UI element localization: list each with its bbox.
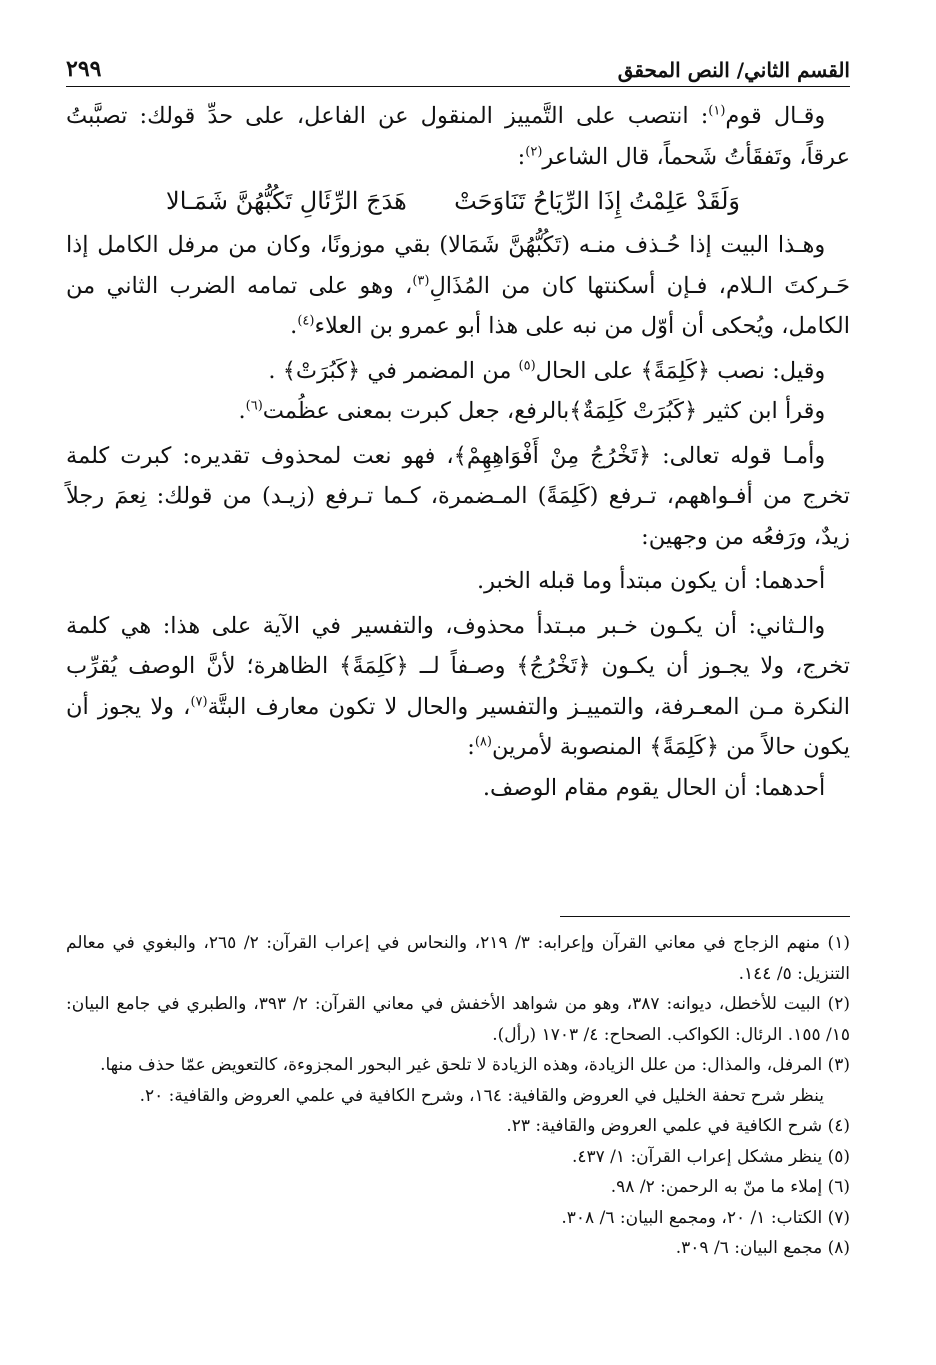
text-run: والـثاني: أن يكـون خـبر مبـتدأ محذوف، والتفسير في الآية على هذا: هي كلمة تخرج، ولا يجـوز أن يكـون ﴿تَخْرُجُ﴾ وصـفاً لــ ﴿كَلِمَةً﴾ الظاهرة؛ لأنَّ الوصف يُقرِّب النكرة مـن المعـرفة، والتمييـز والتفسير والحال لا تكون معارف البتَّة bbox=[66, 612, 851, 720]
text-run: وأمـا قوله تعالى: ﴿تَخْرُجُ مِنْ أَفْوَاهِهِمْ﴾، فهو نعت لمحذوف تقديره: كبرت كلمة تخرج من أفـواههم، تـرفع (كَلِمَةً) المـضمرة، كـما تـرفع (زيـد) من قولك: نِعمَ رجلاً زيدٌ، ورَفعُه من وجهين: bbox=[66, 442, 850, 550]
paragraph-4 bbox=[66, 391, 850, 432]
text-run: : bbox=[467, 734, 475, 760]
footnote-7: (٧) الكتاب: ١/ ٢٠، ومجمع البيان: ٦/ ٣٠٨. bbox=[561, 1207, 850, 1228]
footnote-3: (٣) المرفل، والمذال: من علل الزيادة، وهذه الزيادة لا تلحق غير البحور المجزوءة، كالتعويض عمّا حذف منها. bbox=[100, 1055, 850, 1075]
footnote-8: (٨) مجمع البيان: ٦/ ٣٠٩. bbox=[675, 1238, 850, 1258]
footnote-divider bbox=[560, 916, 850, 917]
paragraph-7 bbox=[66, 606, 850, 768]
text-run: . bbox=[238, 398, 246, 424]
text-run: . bbox=[290, 313, 298, 339]
footnote-ref: (٦) bbox=[245, 398, 263, 414]
text-run: أحدهما: أن الحال يقوم مقام الوصف. bbox=[482, 774, 826, 801]
footnote-ref: (٧) bbox=[190, 694, 208, 709]
paragraph-2 bbox=[66, 225, 850, 347]
text-run: : انتصب على التَّمييز المنقول عن الفاعل، على حدِّ قولك: تصبَّبتُ عرقاً، وتَفقَأتُ شَحماً، قال الشاعر bbox=[66, 103, 850, 170]
text-run: وقيل: نصب ﴿كَلِمَةً﴾ على الحال bbox=[535, 357, 826, 384]
text-run: أحدهما: أن يكون مبتدأ وما قبله الخبر. bbox=[476, 568, 826, 594]
footnote-ref: (١) bbox=[708, 103, 726, 119]
footnote-5: (٥) ينظر مشكل إعراب القرآن: ١/ ٤٣٧. bbox=[571, 1146, 850, 1167]
text-run: ، ولا يجوز أن يكون حالاً من ﴿كَلِمَةً﴾ المنصوبة لأمرين bbox=[66, 693, 850, 760]
text-run: : bbox=[517, 143, 526, 170]
poetry-verse bbox=[66, 179, 850, 223]
text-run: وقـال قوم bbox=[725, 103, 826, 129]
verse-first-hemistich: وَلَقَدْ عَلِمْتُ إِذَا الرِّيَاحُ تَنَاوَحَتْ bbox=[454, 187, 740, 215]
running-title: القسم الثاني/ النص المحقق bbox=[617, 58, 850, 82]
footnote-2: (٢) البيت للأخطل، ديوانه: ٣٨٧، وهو من شواهد الأخفش في معاني القرآن: ٢/ ٣٩٣، والطبري في جامع البيان: ١٥/ ١٥٥. الرئال: الكواكب. الصحاح: ٤/ ١٧٠٣ (رأل). bbox=[66, 994, 850, 1045]
paragraph-8 bbox=[66, 768, 850, 809]
paragraph-5 bbox=[66, 436, 850, 558]
footnote-ref: (٣) bbox=[412, 273, 430, 288]
page-header bbox=[66, 42, 850, 87]
footnote-3-continued: ينظر شرح تحفة الخليل في العروض والقافية: ١٦٤، وشرح الكافية في علمي العروض والقافية: ٢٠. bbox=[139, 1085, 824, 1106]
text-run: وهـذا البيت إذا حُـذف منـه (تَكُبُّهُنَّ شَمَالا) بقي موزونًا، وكان من مرفل الكامل إذا حَـركتَ الـلام، فـإن أسكنتها كان من المُذَالِ bbox=[66, 232, 850, 299]
paragraph-6 bbox=[66, 561, 850, 602]
paragraph-1 bbox=[66, 96, 850, 177]
footnote-1: (١) منهم الزجاج في معاني القرآن وإعرابه: ٣/ ٢١٩، والنحاس في إعراب القرآن: ٢/ ٢٦٥، والبغوي في معالم التنزيل: ٥/ ١٤٤. bbox=[66, 933, 850, 984]
footnote-ref: (٤) bbox=[297, 313, 315, 329]
page-number: ٢٩٩ bbox=[66, 56, 102, 82]
footnote-4: (٤) شرح الكافية في علمي العروض والقافية: ٢٣. bbox=[506, 1116, 850, 1136]
paragraph-3 bbox=[66, 351, 850, 392]
text-run: من المضمر في ﴿كَبُرَتْ﴾ . bbox=[268, 357, 519, 384]
footnote-6: (٦) إملاء ما منّ به الرحمن: ٢/ ٩٨. bbox=[610, 1177, 850, 1197]
footnote-ref: (٥) bbox=[518, 358, 536, 373]
main-text bbox=[66, 96, 850, 808]
footnote-ref: (٨) bbox=[474, 734, 492, 750]
verse-second-hemistich: هَدَجَ الرِّئَالِ تَكُبُّهُنَّ شَمَـالا bbox=[166, 187, 407, 215]
text-run: ، وهو على تمامه الضرب الثاني من الكامل، ويُحكى أن أوّل من نبه على هذا أبو عمرو بن العلاء bbox=[66, 272, 850, 339]
footnotes bbox=[66, 928, 850, 1264]
footnote-ref: (٢) bbox=[525, 144, 543, 159]
text-run: وقرأ ابن كثير ﴿كَبُرَتْ كَلِمَةٌ﴾بالرفع، جعل كبرت بمعنى عظُمت bbox=[262, 398, 826, 424]
